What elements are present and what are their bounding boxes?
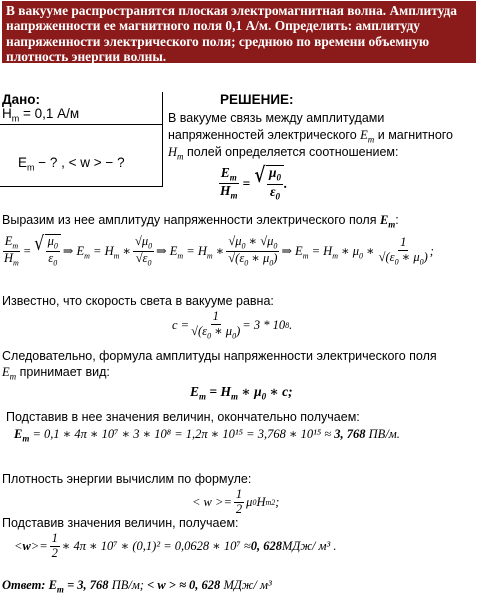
given-solution-divider — [162, 92, 163, 187]
final-calc: < w >= $\frac{1}{2}$ ∗ 4π ∗ 10⁷ ∗ (0,1)² = 0,0628 ∗ 10⁷ ≈ 0, 628 МДж/ м³ . — [14, 531, 337, 560]
problem-line-3: напряженности электрического поля; среднюю по времени объемную — [6, 33, 430, 49]
problem-line-2: напряженности ее магнитного поля 0,1 А/м. Определить: амплитуду — [6, 18, 420, 34]
final-formula: $E_m = H_m$ ∗ $\mu_0$ ∗ c; — [190, 384, 293, 402]
result-line: $E_m = 0,1$ ∗ 4π ∗ 10⁷ ∗ 3 ∗ 10⁸ = 1,2π ∗ 10¹⁵ = 3,768 ∗ 10¹⁵ ≈ 3, 768 ПВ/м. — [14, 427, 400, 444]
problem-statement — [2, 1, 476, 63]
substitute-text: Подставив в нее значения величин, окончательно получаем: — [6, 410, 360, 424]
find-divider — [0, 186, 162, 187]
therefore-line-1: Следовательно, формула амплитуды напряженности электрического поля — [2, 349, 437, 363]
given-h: H — [2, 106, 12, 121]
solution-intro-2: напряженностей электрического $E_m$ и магнитного — [168, 128, 454, 145]
light-text: Известно, что скорость света в вакууме равна: — [2, 294, 274, 308]
answer-line: Ответ: $E_m = 3$, 768 ПВ/м; < w > ≈ 0, 628 МДж/ м³ — [2, 578, 272, 595]
answer-label: Ответ: — [2, 578, 46, 592]
problem-line-1: В вакууме распространятся плоская электромагнитная волна. Амплитуда — [6, 3, 457, 18]
solution-intro-1: В вакууме связь между амплитудами — [168, 111, 385, 125]
solution-intro-3: $H_m$ полей определяется соотношением: — [168, 145, 399, 162]
given-title: Дано: — [2, 92, 41, 107]
substitute2-text: Подставив значения величин, получаем: — [2, 516, 239, 530]
light-formula: c = $\frac{1}{√(\varepsilon_0 ∗ \mu_0)}$ = 3 * 10 8 . — [172, 309, 293, 341]
express-text: Выразим из нее амплитуду напряженности электрического поля $E_m$: — [2, 213, 399, 230]
solution-title: РЕШЕНИЕ: — [220, 92, 294, 107]
given-value: $H_m = 0,1$ А/м — [2, 106, 80, 124]
derivation-formula: $\frac{E_m}{H_m}$ = √ $\frac{\mu_0}{\varepsilon_0}$ ⇒ $E_m = H_m$ ∗ $\frac{√\mu_0}{√\varepsilon_0}$ ⇒ $E_m = H_m$ ∗ $\frac{√\mu_0 ∗ √\mu_0}{√(\varepsilon_0 ∗ \mu_0)}$ ⇒ $E_m = H_m$ ∗ $\mu_0$ ∗ $\frac{1}{√(\varepsilon_0 ∗ \mu_0)}$ ; — [4, 232, 434, 268]
problem-line-4: плотность энергии волны. — [6, 48, 167, 64]
energy-text: Плотность энергии вычислим по формуле: — [2, 472, 252, 486]
given-divider — [0, 124, 162, 125]
given-h-value: = 0,1 А/м — [23, 106, 80, 121]
therefore-line-2: $E_m$ принимает вид: — [2, 365, 110, 382]
energy-formula: < w >= $\frac{1}{2}$ μ 0 H m 2 ; — [192, 487, 280, 516]
ratio-formula: $\frac{E_m}{H_m}$ = √ $\frac{\mu_0}{\varepsilon_0}$ . — [220, 162, 288, 202]
find-line: $E_m$ − ? , < w > − ? — [18, 155, 125, 173]
